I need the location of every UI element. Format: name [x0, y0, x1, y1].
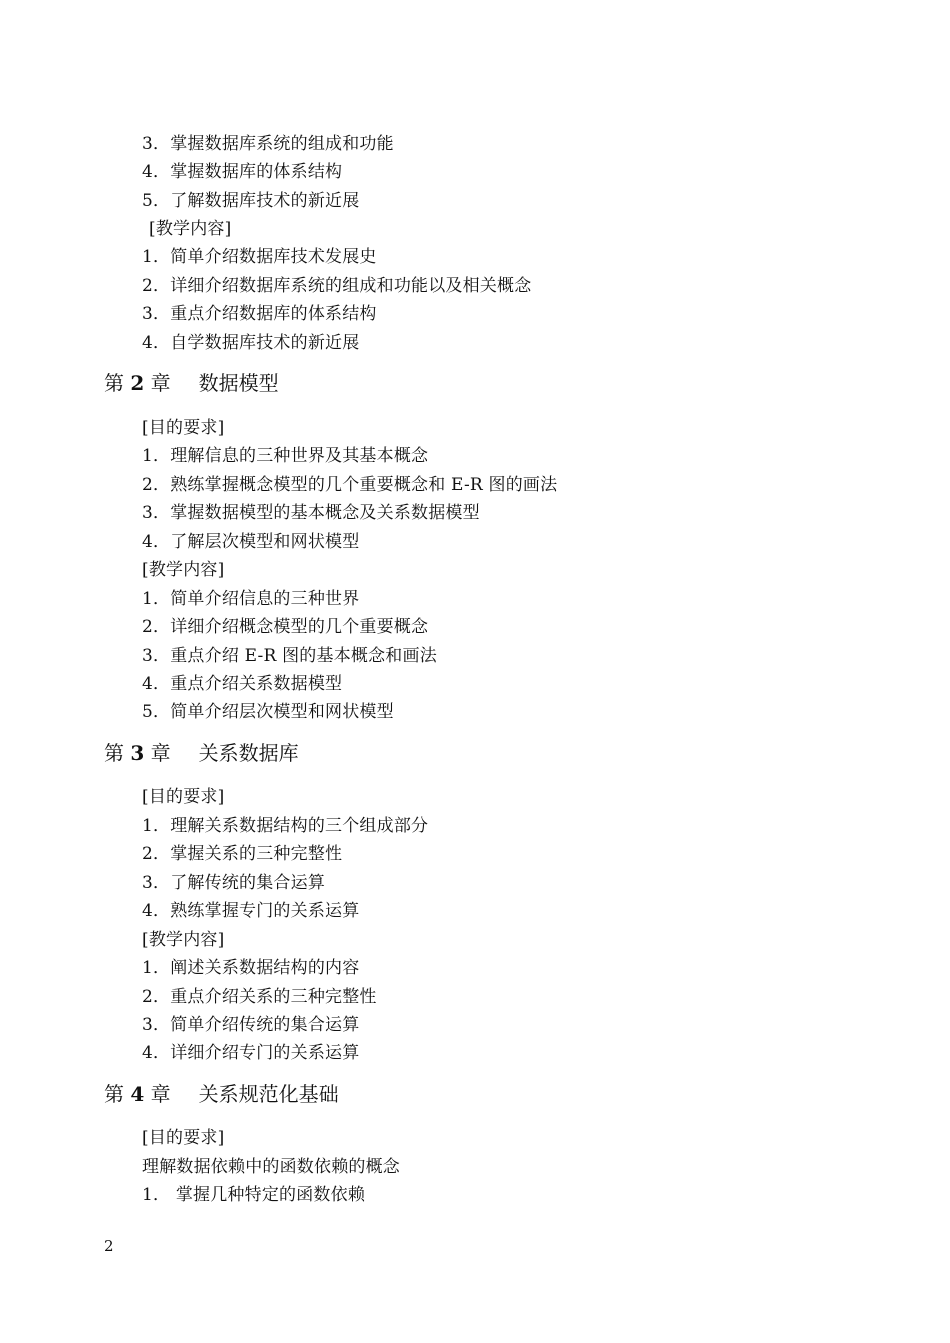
goal-item: 1． 掌握几种特定的函数依赖	[142, 1185, 366, 1205]
chapter-number: 4	[130, 1082, 145, 1106]
goal-item: 1．理解信息的三种世界及其基本概念	[142, 446, 429, 466]
chapter-prefix: 第	[104, 371, 124, 395]
chapter-number: 2	[130, 371, 145, 395]
chapter-title: 关系数据库	[198, 741, 299, 765]
content-item: 5．简单介绍层次模型和网状模型	[142, 702, 394, 722]
chapter-suffix: 章	[150, 371, 171, 395]
goal-item: 2．熟练掌握概念模型的几个重要概念和 E-R 图的画法	[142, 475, 558, 495]
goal-item: 3．了解传统的集合运算	[142, 873, 326, 893]
content-item: 4．重点介绍关系数据模型	[142, 674, 343, 694]
goal-item: 3．掌握数据模型的基本概念及关系数据模型	[142, 503, 480, 523]
chapter-suffix: 章	[150, 741, 171, 765]
chapter-suffix: 章	[150, 1082, 171, 1106]
chapter-title: 关系规范化基础	[198, 1082, 339, 1106]
goal-item: 5．了解数据库技术的新近展	[142, 191, 360, 211]
content-item: 2．详细介绍数据库系统的组成和功能以及相关概念	[142, 276, 532, 296]
chapter-title: 数据模型	[198, 371, 279, 395]
content-item: 4．详细介绍专门的关系运算	[142, 1043, 360, 1063]
chapter-number: 3	[130, 741, 145, 765]
goal-item: 理解数据依赖中的函数依赖的概念	[142, 1157, 400, 1177]
chapter-prefix: 第	[104, 1082, 124, 1106]
goals-label: [目的要求]	[142, 1128, 225, 1148]
content-label: [教学内容]	[142, 560, 225, 580]
goal-item: 4．掌握数据库的体系结构	[142, 162, 343, 182]
goals-label: [目的要求]	[142, 787, 225, 807]
content-item: 2．详细介绍概念模型的几个重要概念	[142, 617, 429, 637]
goal-item: 4．熟练掌握专门的关系运算	[142, 901, 360, 921]
content-label: [教学内容]	[142, 930, 225, 950]
goal-item: 3．掌握数据库系统的组成和功能	[142, 134, 394, 154]
page-number: 2	[104, 1237, 114, 1255]
chapter-prefix: 第	[104, 741, 124, 765]
content-item: 4．自学数据库技术的新近展	[142, 333, 360, 353]
content-label: [教学内容]	[149, 219, 232, 239]
goal-item: 4．了解层次模型和网状模型	[142, 532, 360, 552]
content-item: 1．阐述关系数据结构的内容	[142, 958, 360, 978]
goal-item: 2．掌握关系的三种完整性	[142, 844, 343, 864]
content-item: 3．重点介绍数据库的体系结构	[142, 304, 377, 324]
goal-item: 1．理解关系数据结构的三个组成部分	[142, 816, 429, 836]
content-item: 1．简单介绍信息的三种世界	[142, 589, 360, 609]
content-item: 3．简单介绍传统的集合运算	[142, 1015, 360, 1035]
content-item: 1．简单介绍数据库技术发展史	[142, 247, 377, 267]
chapter-heading	[104, 370, 279, 396]
goals-label: [目的要求]	[142, 418, 225, 438]
content-item: 3．重点介绍 E-R 图的基本概念和画法	[142, 646, 437, 666]
chapter-heading	[104, 740, 299, 766]
content-item: 2．重点介绍关系的三种完整性	[142, 987, 377, 1007]
chapter-heading	[104, 1081, 339, 1107]
